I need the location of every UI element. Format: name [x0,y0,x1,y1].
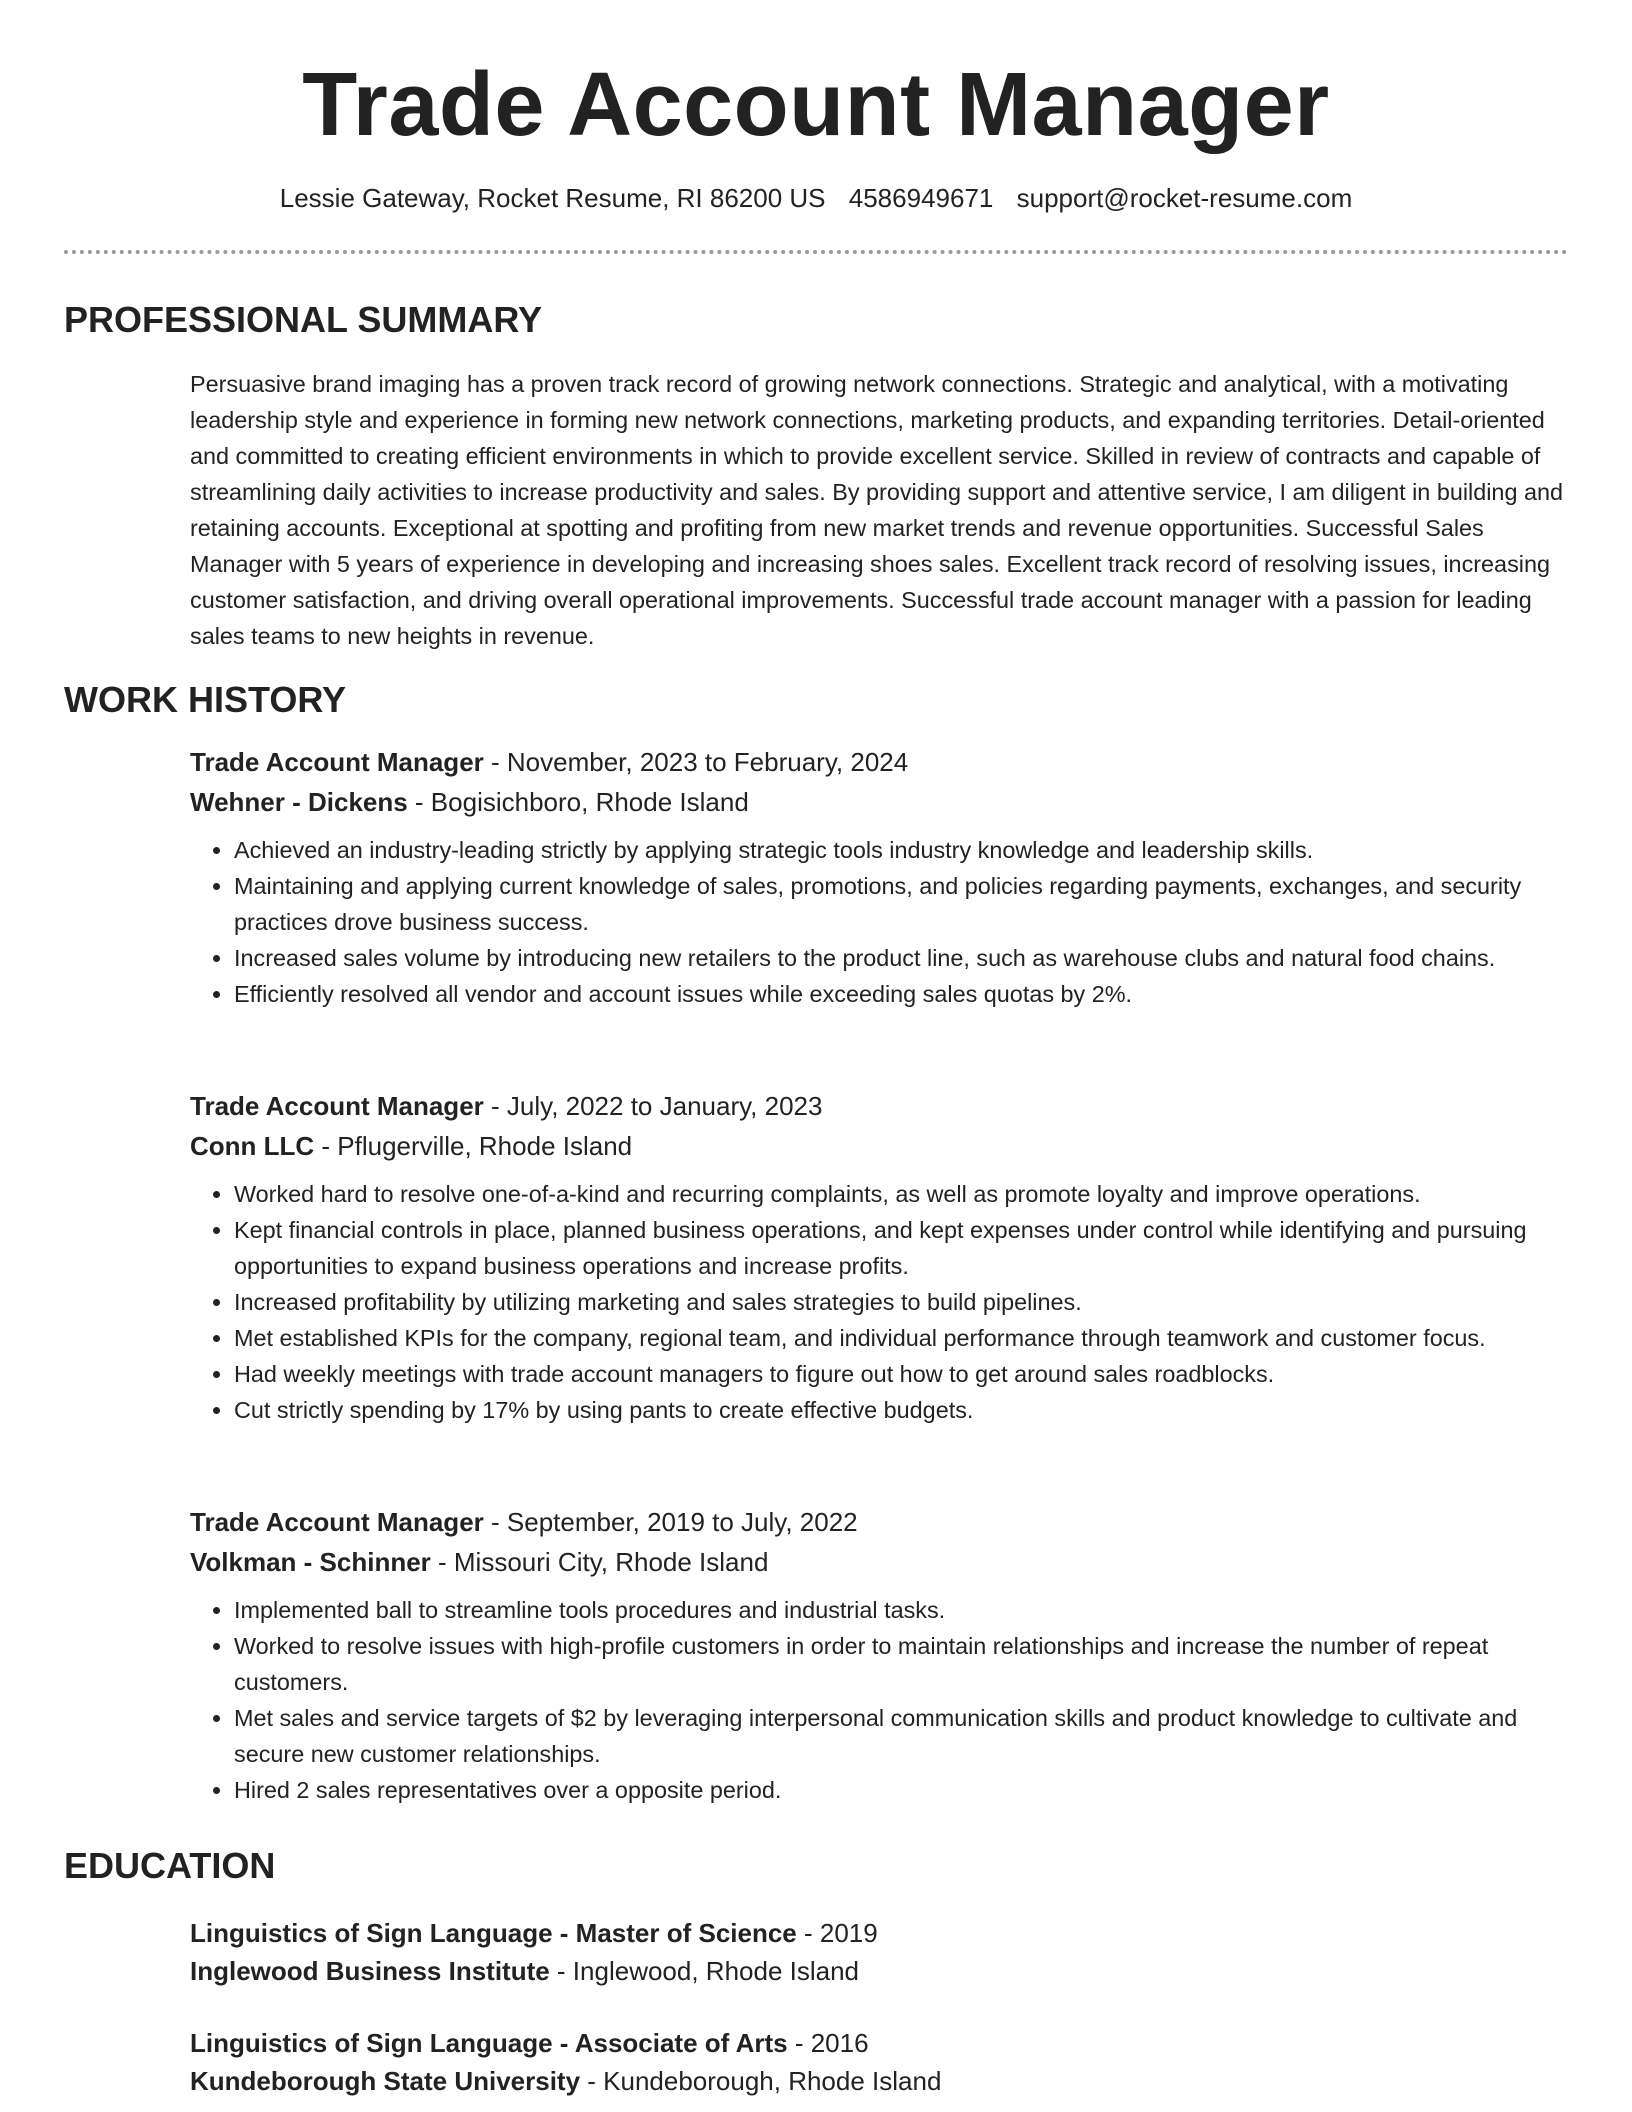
job-bullet: • Met established KPIs for the company, regional team, and individual performance through teamwork and customer focus. [234,1320,1570,1356]
job-bullet: • Hired 2 sales representatives over a opposite period. [234,1772,1570,1808]
job-dates: - July, 2022 to January, 2023 [483,1091,823,1121]
address-text: Lessie Gateway, Rocket Resume, RI 86200 US [279,183,826,213]
edu-degree-line [190,1914,1570,1952]
job-entry [190,742,1570,1012]
work-history-heading: WORK HISTORY [64,679,347,720]
job-location: - Pflugerville, Rhode Island [314,1131,633,1161]
edu-school: Kundeborough State University [190,2066,581,2096]
job-location: - Missouri City, Rhode Island [430,1547,769,1577]
job-bullet: • Implemented ball to streamline tools procedures and industrial tasks. [234,1592,1570,1628]
edu-school-line [190,1952,1570,1990]
job-dates: - November, 2023 to February, 2024 [483,747,909,777]
edu-location: - Inglewood, Rhode Island [549,1956,860,1986]
job-company: Conn LLC [190,1131,315,1161]
job-title-line [190,742,1570,782]
contact-line [0,180,1632,216]
job-bullet: • Increased profitability by utilizing marketing and sales strategies to build pipelines. [234,1284,1570,1320]
job-bullet: • Cut strictly spending by 17% by using pants to create effective budgets. [234,1392,1570,1428]
job-role: Trade Account Manager [190,1091,484,1121]
header-divider [64,250,1568,254]
job-dates: - September, 2019 to July, 2022 [483,1507,858,1537]
job-bullet: • Met sales and service targets of $2 by leveraging interpersonal communication skills and product knowledge to cultivate and secure new customer relationships. [234,1700,1570,1772]
summary-text: Persuasive brand imaging has a proven track record of growing network connections. Strategic and analytical, with a motivating leadership style and experience in forming new network connections, marketing products, and expanding territories. Detail-oriented and committed to creating efficient environments in which to provide excellent service. Skilled in review of contracts and capable of streamlining daily activities to increase productivity and sales. By providing support and attentive service, I am diligent in building and retaining accounts. Exceptional at spotting and profiting from new market trends and revenue opportunities. Successful Sales Manager with 5 years of experience in developing and increasing shoes sales. Excellent track record of resolving issues, increasing customer satisfaction, and driving overall operational improvements. Successful trade account manager with a passion for leading sales teams to new heights in revenue. [190,371,1563,649]
job-location: - Bogisichboro, Rhode Island [407,787,749,817]
job-bullet: • Achieved an industry-leading strictly by applying strategic tools industry knowledge and leadership skills. [234,832,1570,868]
job-bullet: • Kept financial controls in place, planned business operations, and kept expenses under control while identifying and pursuing opportunities to expand business operations and increase profits. [234,1212,1570,1284]
job-company-line [190,1542,1570,1582]
job-bullet: • Efficiently resolved all vendor and account issues while exceeding sales quotas by 2%. [234,976,1570,1012]
education-entry [190,2024,1570,2100]
job-bullet: • Increased sales volume by introducing new retailers to the product line, such as warehouse clubs and natural food chains. [234,940,1570,976]
phone-text: 4586949671 [848,183,994,213]
edu-school-line [190,2062,1570,2100]
education-entry [190,1914,1570,1990]
job-company-line [190,1126,1570,1166]
edu-school: Inglewood Business Institute [190,1956,550,1986]
job-entry [190,1502,1570,1808]
edu-degree: Linguistics of Sign Language - Associate of Arts [190,2028,788,2058]
job-company: Wehner - Dickens [190,787,408,817]
job-bullet: • Had weekly meetings with trade account managers to figure out how to get around sales roadblocks. [234,1356,1570,1392]
edu-degree-line [190,2024,1570,2062]
job-title-line [190,1502,1570,1542]
job-bullets [190,832,1570,1012]
job-company: Volkman - Schinner [190,1547,431,1577]
job-title-line [190,1086,1570,1126]
job-role: Trade Account Manager [190,1507,484,1537]
summary-heading: PROFESSIONAL SUMMARY [64,299,543,340]
edu-year: - 2019 [796,1918,878,1948]
job-bullets [190,1176,1570,1428]
job-bullets [190,1592,1570,1808]
job-role: Trade Account Manager [190,747,484,777]
resume-title: Trade Account Manager [302,55,1330,155]
job-company-line [190,782,1570,822]
education-heading: EDUCATION [64,1845,276,1886]
email-text: support@rocket-resume.com [1016,183,1353,213]
job-bullet: • Worked hard to resolve one-of-a-kind and recurring complaints, as well as promote loyalty and improve operations. [234,1176,1570,1212]
edu-year: - 2016 [787,2028,869,2058]
job-entry [190,1086,1570,1428]
edu-location: - Kundeborough, Rhode Island [580,2066,942,2096]
job-bullet: • Maintaining and applying current knowledge of sales, promotions, and policies regarding payments, exchanges, and security practices drove business success. [234,868,1570,940]
edu-degree: Linguistics of Sign Language - Master of Science [190,1918,797,1948]
job-bullet: • Worked to resolve issues with high-profile customers in order to maintain relationships and increase the number of repeat customers. [234,1628,1570,1700]
